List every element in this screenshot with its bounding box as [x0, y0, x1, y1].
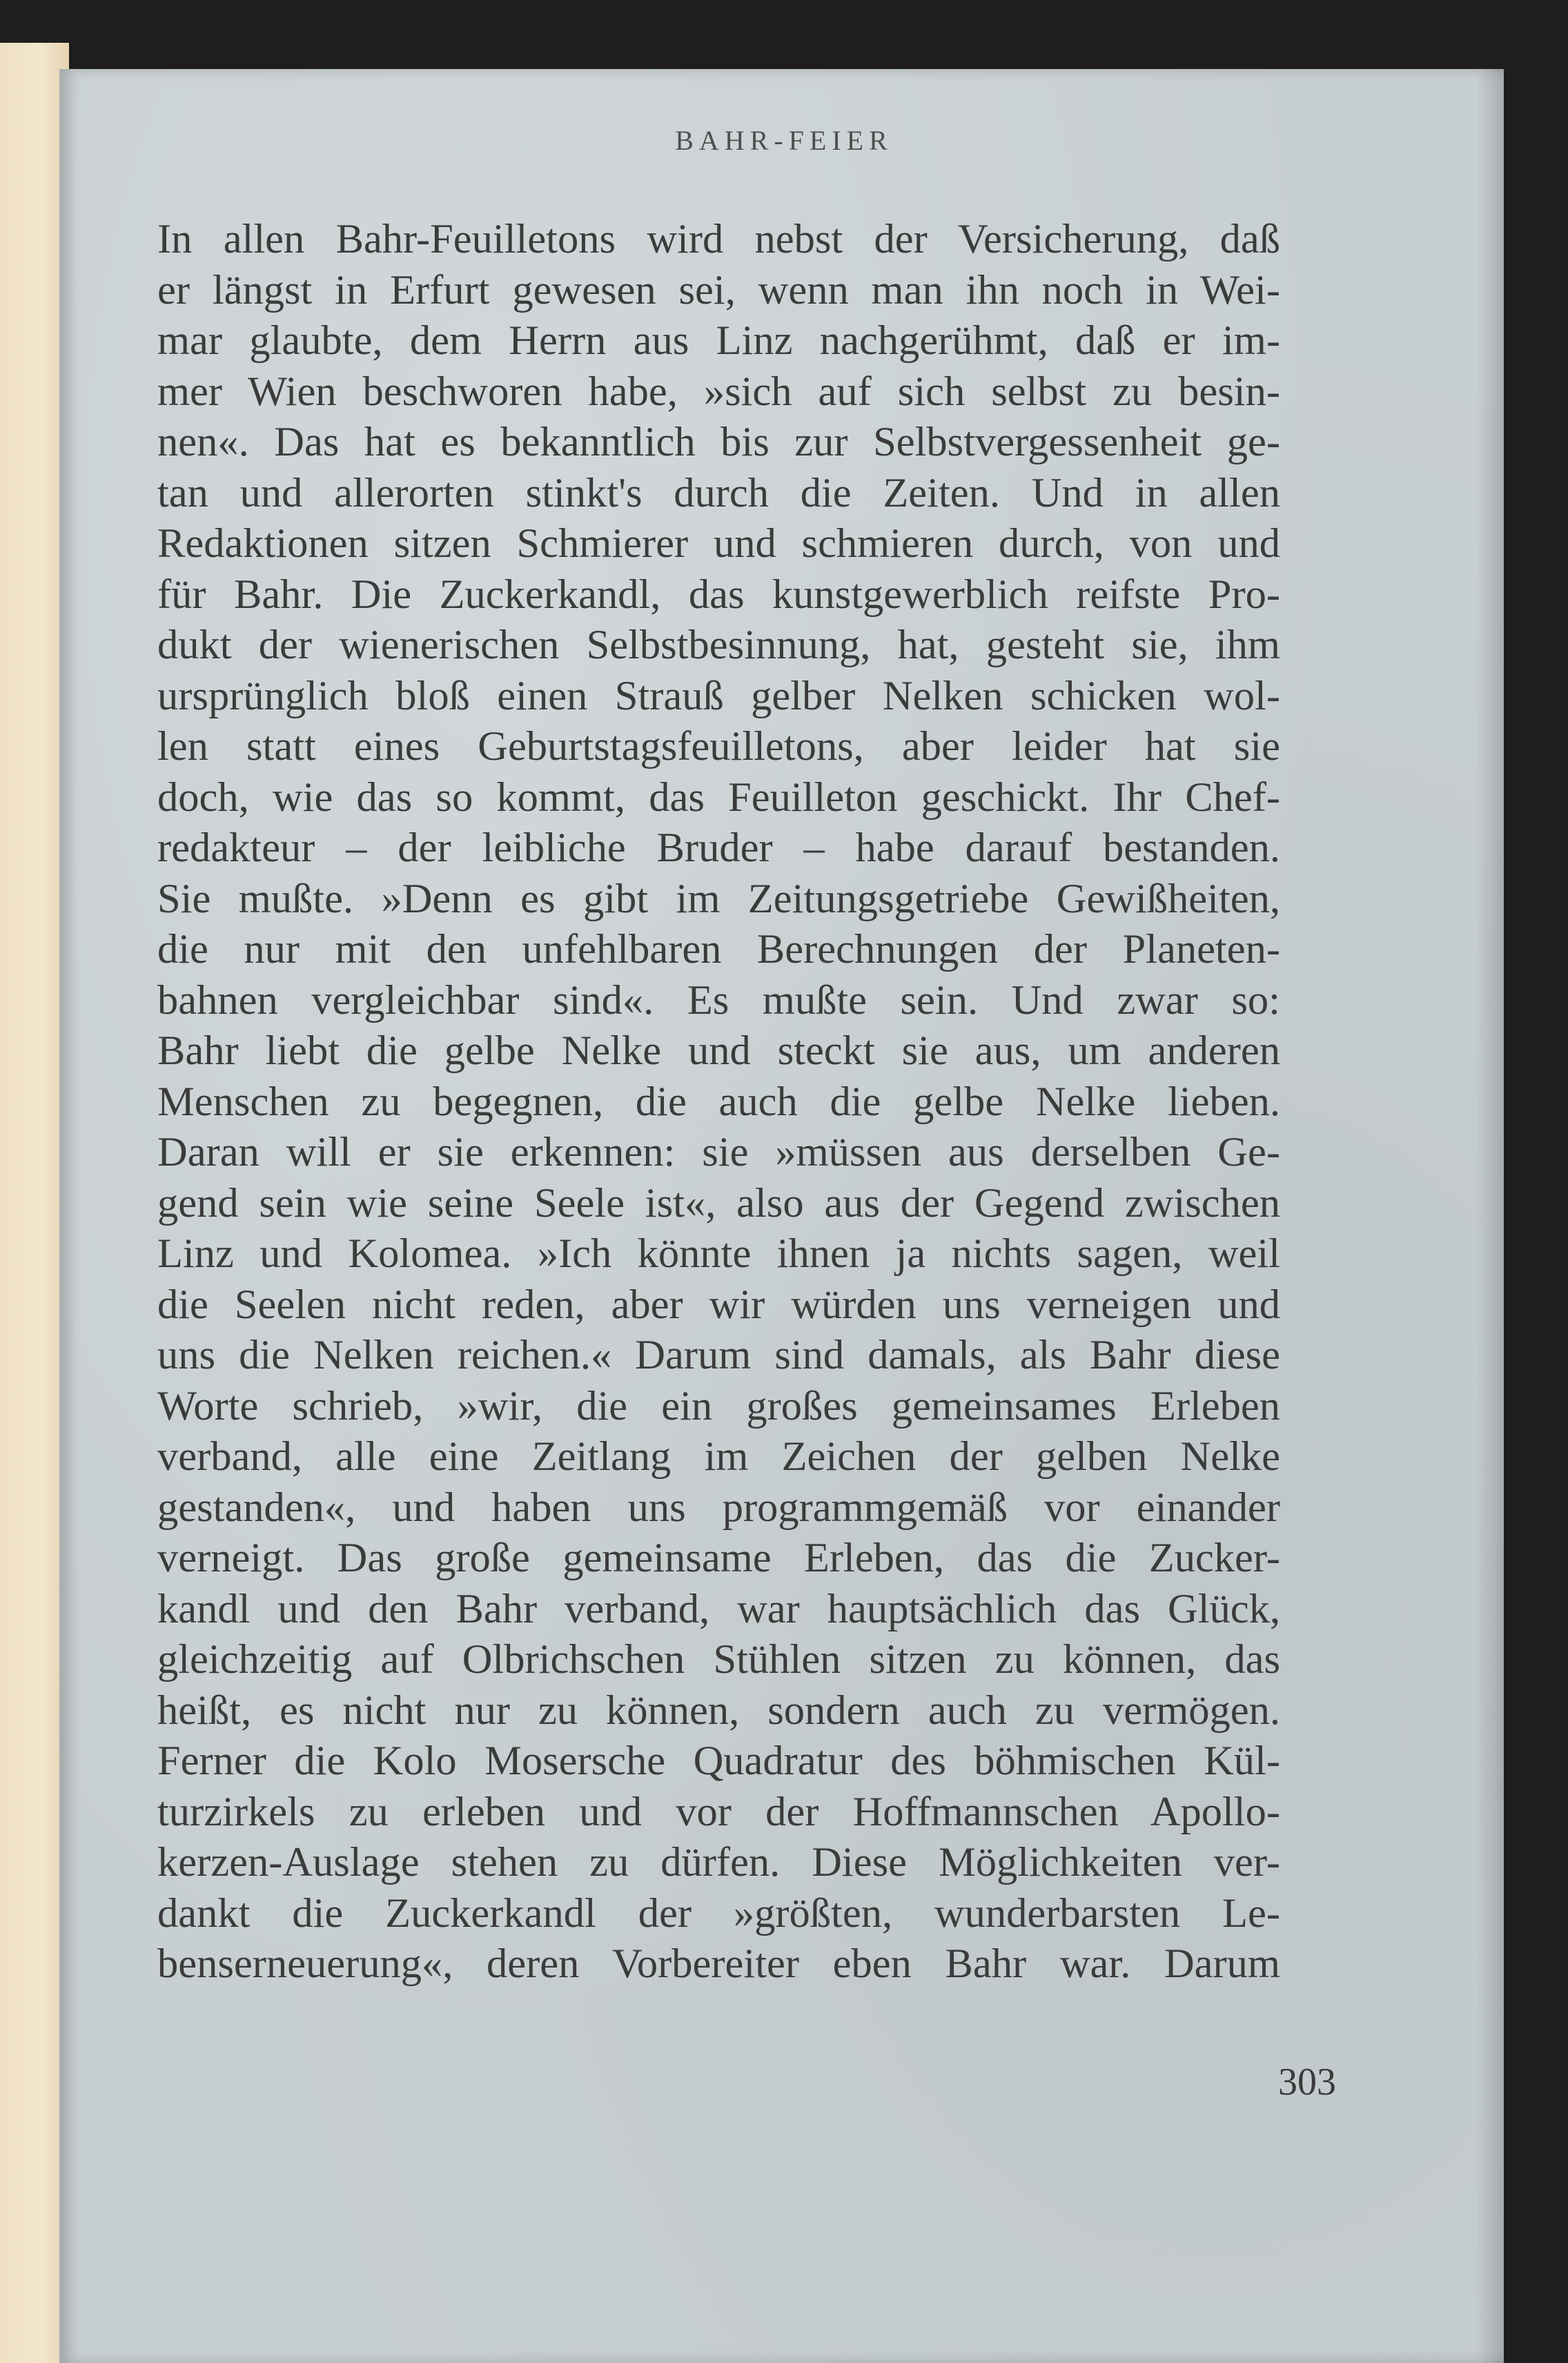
- text-line: gleichzeitig auf Olbrichschen Stühlen sitzen zu können, das: [157, 1636, 1280, 1683]
- text-line: tan und allerorten stinkt's durch die Zeiten. Und in allen: [157, 469, 1280, 516]
- text-line: bahnen vergleichbar sind«. Es mußte sein. Und zwar so:: [157, 977, 1280, 1023]
- text-line: turzirkels zu erleben und vor der Hoffmannschen Apollo-: [157, 1788, 1280, 1835]
- running-head: BAHR-FEIER: [675, 125, 893, 156]
- text-line: Linz und Kolomea. »Ich könnte ihnen ja nichts sagen, weil: [157, 1230, 1280, 1277]
- text-line: verband, alle eine Zeitlang im Zeichen der gelben Nelke: [157, 1433, 1280, 1480]
- text-line: Redaktionen sitzen Schmierer und schmieren durch, von und: [157, 520, 1280, 567]
- book-cover-edge: [0, 43, 69, 2363]
- text-line: len statt eines Geburtstagsfeuilletons, aber leider hat sie: [157, 723, 1280, 769]
- text-line: benserneuerung«, deren Vorbereiter eben Bahr war. Darum: [157, 1941, 1280, 1987]
- text-line: redakteur – der leibliche Bruder – habe darauf bestanden.: [157, 825, 1280, 871]
- text-line: Sie mußte. »Denn es gibt im Zeitungsgetriebe Gewißheiten,: [157, 875, 1280, 922]
- text-line: die Seelen nicht reden, aber wir würden uns verneigen und: [157, 1281, 1280, 1328]
- body-text: [157, 214, 1280, 1990]
- text-line: gestanden«, und haben uns programmgemäß vor einander: [157, 1484, 1280, 1531]
- text-line: dukt der wienerischen Selbstbesinnung, hat, gesteht sie, ihm: [157, 622, 1280, 668]
- text-line: heißt, es nicht nur zu können, sondern auch zu vermögen.: [157, 1687, 1280, 1734]
- text-line: gend sein wie seine Seele ist«, also aus der Gegend zwischen: [157, 1179, 1280, 1226]
- text-line: die nur mit den unfehlbaren Berechnungen der Planeten-: [157, 926, 1280, 972]
- text-line: für Bahr. Die Zuckerkandl, das kunstgewerblich reifste Pro-: [157, 571, 1280, 618]
- text-line: In allen Bahr-Feuilletons wird nebst der Versicherung, daß: [157, 216, 1280, 262]
- text-line: nen«. Das hat es bekanntlich bis zur Selbstvergessenheit ge-: [157, 419, 1280, 465]
- page-shade: [1476, 69, 1504, 2363]
- text-line: dankt die Zuckerkandl der »größten, wunderbarsten Le-: [157, 1890, 1280, 1937]
- text-line: Ferner die Kolo Mosersche Quadratur des böhmischen Kül-: [157, 1738, 1280, 1784]
- text-line: verneigt. Das große gemeinsame Erleben, das die Zucker-: [157, 1535, 1280, 1581]
- text-line: doch, wie das so kommt, das Feuilleton geschickt. Ihr Chef-: [157, 774, 1280, 821]
- text-line: ursprünglich bloß einen Strauß gelber Nelken schicken wol-: [157, 672, 1280, 719]
- text-line: uns die Nelken reichen.« Darum sind damals, als Bahr diese: [157, 1332, 1280, 1378]
- text-line: mar glaubte, dem Herrn aus Linz nachgerühmt, daß er im-: [157, 317, 1280, 364]
- text-line: kandl und den Bahr verband, war hauptsächlich das Glück,: [157, 1585, 1280, 1632]
- text-line: Menschen zu begegnen, die auch die gelbe Nelke lieben.: [157, 1078, 1280, 1125]
- text-line: kerzen-Auslage stehen zu dürfen. Diese Möglichkeiten ver-: [157, 1839, 1280, 1885]
- text-line: mer Wien beschworen habe, »sich auf sich selbst zu besin-: [157, 368, 1280, 415]
- text-line: er längst in Erfurt gewesen sei, wenn man ihn noch in Wei-: [157, 266, 1280, 313]
- page-number: 303: [1278, 2061, 1336, 2104]
- text-line: Worte schrieb, »wir, die ein großes gemeinsames Erleben: [157, 1382, 1280, 1429]
- text-line: Bahr liebt die gelbe Nelke und steckt sie aus, um anderen: [157, 1028, 1280, 1074]
- text-line: Daran will er sie erkennen: sie »müssen aus derselben Ge-: [157, 1129, 1280, 1175]
